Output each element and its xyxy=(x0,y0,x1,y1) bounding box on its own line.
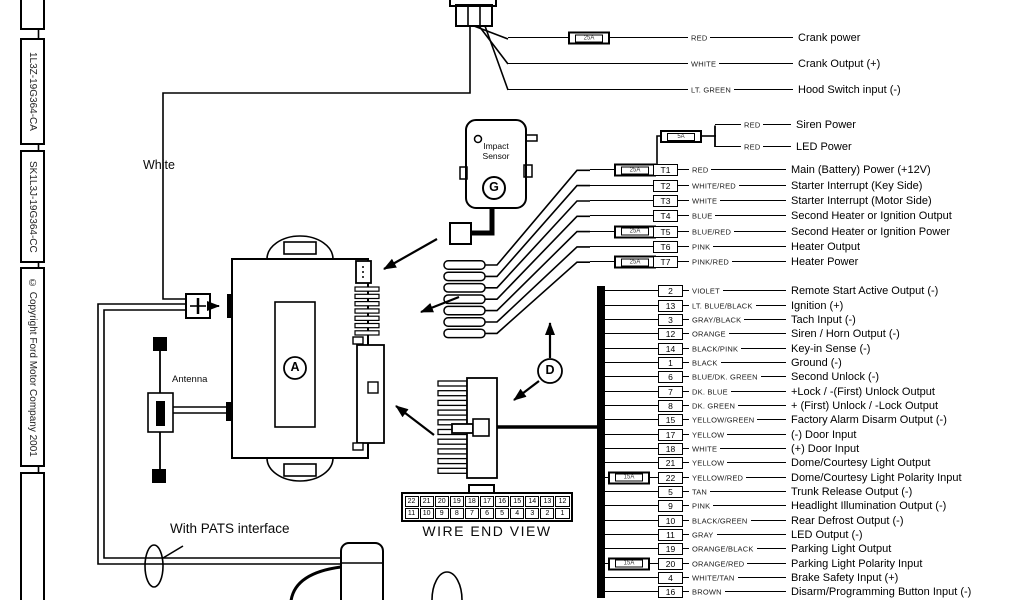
wire-color-label: WHITE xyxy=(689,196,720,205)
main-harness-row xyxy=(0,385,1024,399)
wire-color-label: GRAY xyxy=(689,530,717,539)
pin-box-T3: T3 xyxy=(653,195,678,207)
main-harness-row xyxy=(0,327,1024,341)
wev-pin-22: 22 xyxy=(405,496,419,507)
wire-line xyxy=(508,89,793,90)
pin-box-14: 14 xyxy=(658,343,683,355)
wev-pin-6: 6 xyxy=(480,508,494,519)
wev-pin-3: 3 xyxy=(525,508,539,519)
main-harness-row xyxy=(0,428,1024,442)
crank-row xyxy=(0,51,1024,77)
pin-box-3: 3 xyxy=(658,314,683,326)
wire-function-label: Second Heater or Ignition Output xyxy=(788,210,952,222)
main-harness-row xyxy=(0,356,1024,370)
pin-box-22: 22 xyxy=(658,472,683,484)
wire-function-label: Dome/Courtesy Light Output xyxy=(788,457,930,469)
wire-function-label: Second Unlock (-) xyxy=(788,371,879,383)
wire-function-label: Parking Light Polarity Input xyxy=(788,558,922,570)
wire-function-label: Heater Output xyxy=(788,241,860,253)
main-harness-row xyxy=(0,342,1024,356)
wire-function-label: (-) Door Input xyxy=(788,429,856,441)
wire-function-label: LED Power xyxy=(793,141,852,153)
wire-color-label: RED xyxy=(741,121,763,130)
pin-box-T7: T7 xyxy=(653,256,678,268)
wire-function-label: Second Heater or Ignition Power xyxy=(788,226,950,238)
pin-box-8: 8 xyxy=(658,400,683,412)
wire-color-label: WHITE/RED xyxy=(689,181,739,190)
wire-function-label: +Lock / -(First) Unlock Output xyxy=(788,386,935,398)
pin-box-12: 12 xyxy=(658,328,683,340)
pin-box-2: 2 xyxy=(658,285,683,297)
wev-pin-17: 17 xyxy=(480,496,494,507)
wev-pin-16: 16 xyxy=(495,496,509,507)
pats-interface-label: With PATS interface xyxy=(170,521,290,536)
pin-box-13: 13 xyxy=(658,300,683,312)
wev-pin-10: 10 xyxy=(420,508,434,519)
wire-line xyxy=(590,200,786,201)
wev-pin-1: 1 xyxy=(555,508,569,519)
crank-row xyxy=(0,77,1024,103)
fuse-rating: 15A xyxy=(615,560,643,568)
wire-color-label: ORANGE/RED xyxy=(689,559,747,568)
main-harness-row xyxy=(0,528,1024,542)
wire-color-label: WHITE xyxy=(688,60,719,69)
wire-line xyxy=(508,37,793,38)
wev-pin-12: 12 xyxy=(555,496,569,507)
fuse-25A xyxy=(568,32,610,45)
wire-function-label: Crank power xyxy=(795,32,860,44)
main-harness-row xyxy=(0,313,1024,327)
pin-box-4: 4 xyxy=(658,572,683,584)
main-harness-row xyxy=(0,585,1024,599)
wev-pin-2: 2 xyxy=(540,508,554,519)
fuse-rating: 5A xyxy=(667,133,695,141)
wire-color-label: RED xyxy=(741,142,763,151)
wire-color-label: LT. GREEN xyxy=(688,86,734,95)
wire-function-label: Crank Output (+) xyxy=(795,58,880,70)
fuse-rating: 25A xyxy=(621,258,649,266)
pin-box-9: 9 xyxy=(658,500,683,512)
sidebar-text: SK1L3J-19G364-CC xyxy=(27,160,38,253)
wire-color-label: ORANGE xyxy=(689,330,729,339)
t-harness-row xyxy=(0,255,1024,270)
wev-row xyxy=(404,495,570,507)
main-harness-row xyxy=(0,470,1024,484)
pin-box-7: 7 xyxy=(658,386,683,398)
wire-function-label: (+) Door Input xyxy=(788,443,859,455)
wire-line xyxy=(590,185,786,186)
wire-function-label: Starter Interrupt (Key Side) xyxy=(788,180,922,192)
wev-pin-14: 14 xyxy=(525,496,539,507)
wire-function-label: Disarm/Programming Button Input (-) xyxy=(788,586,971,598)
wire-color-label: RED xyxy=(688,34,710,43)
sidebar-text: © Copyright Ford Motor Company 2001 xyxy=(27,277,38,457)
main-harness-row xyxy=(0,456,1024,470)
fuse-25A xyxy=(614,225,656,238)
wire-color-label: PINK/RED xyxy=(689,258,732,267)
fuse-15A xyxy=(608,471,650,484)
antenna-label: Antenna xyxy=(172,374,208,385)
wev-pin-13: 13 xyxy=(540,496,554,507)
pin-box-16: 16 xyxy=(658,586,683,598)
t-harness-row xyxy=(0,209,1024,224)
pin-box-20: 20 xyxy=(658,558,683,570)
wire-function-label: LED Output (-) xyxy=(788,529,863,541)
pin-box-10: 10 xyxy=(658,515,683,527)
t-harness-row xyxy=(0,163,1024,178)
fuse-rating: 25A xyxy=(575,34,603,42)
main-harness-row xyxy=(0,442,1024,456)
fuse-rating: 25A xyxy=(621,228,649,236)
fuse-25A xyxy=(614,256,656,269)
wev-pin-8: 8 xyxy=(450,508,464,519)
wire-function-label: Remote Start Active Output (-) xyxy=(788,285,938,297)
t-harness-row xyxy=(0,224,1024,239)
main-harness-row xyxy=(0,399,1024,413)
wire-color-label: BLACK xyxy=(689,359,721,368)
pin-box-21: 21 xyxy=(658,457,683,469)
wire-function-label: Hood Switch input (-) xyxy=(795,84,901,96)
wire-function-label: Heater Power xyxy=(788,256,858,268)
wire-color-label: YELLOW/RED xyxy=(689,473,746,482)
wire-line xyxy=(590,246,786,247)
wire-color-label: BLUE xyxy=(689,212,715,221)
pin-box-11: 11 xyxy=(658,529,683,541)
wire-function-label: Headlight Illumination Output (-) xyxy=(788,500,946,512)
wire-function-label: Parking Light Output xyxy=(788,543,891,555)
wire-function-label: Siren / Horn Output (-) xyxy=(788,328,900,340)
module-a-letter: A xyxy=(290,360,300,374)
wev-pin-18: 18 xyxy=(465,496,479,507)
wire-color-label: YELLOW/GREEN xyxy=(689,416,757,425)
wev-pin-4: 4 xyxy=(510,508,524,519)
t-harness-row xyxy=(0,193,1024,208)
wev-pin-7: 7 xyxy=(465,508,479,519)
wire-function-label: Starter Interrupt (Motor Side) xyxy=(788,195,932,207)
wire-function-label: Rear Defrost Output (-) xyxy=(788,515,903,527)
pin-box-T6: T6 xyxy=(653,241,678,253)
pin-box-T1: T1 xyxy=(653,164,678,176)
fuse-rating: 15A xyxy=(615,474,643,482)
t-harness-row xyxy=(0,239,1024,254)
wire-line xyxy=(508,63,793,64)
pin-box-17: 17 xyxy=(658,429,683,441)
pin-box-T2: T2 xyxy=(653,180,678,192)
wire-function-label: Key-in Sense (-) xyxy=(788,343,870,355)
wire-function-label: Siren Power xyxy=(793,119,856,131)
wire-function-label: Ignition (+) xyxy=(788,300,843,312)
wire-color-label: RED xyxy=(689,166,711,175)
main-harness-row xyxy=(0,284,1024,298)
impact-sensor-label: Impact Sensor xyxy=(482,141,510,161)
wire-color-label: BROWN xyxy=(689,588,725,597)
wire-line xyxy=(590,215,786,216)
wire-function-label: Ground (-) xyxy=(788,357,842,369)
wire-color-label: YELLOW xyxy=(689,459,727,468)
fuse-15A xyxy=(608,557,650,570)
wire-color-label: ORANGE/BLACK xyxy=(689,545,757,554)
pin-box-18: 18 xyxy=(658,443,683,455)
main-harness-row xyxy=(0,413,1024,427)
wev-pin-5: 5 xyxy=(495,508,509,519)
sidebar-text: 1L3Z-19G364-CA xyxy=(27,52,38,131)
pin-box-19: 19 xyxy=(658,543,683,555)
wire-color-label: BLACK/PINK xyxy=(689,344,741,353)
wire-function-label: Brake Safety Input (+) xyxy=(788,572,898,584)
pin-box-T5: T5 xyxy=(653,226,678,238)
wev-pin-20: 20 xyxy=(435,496,449,507)
wire-function-label: Factory Alarm Disarm Output (-) xyxy=(788,414,947,426)
main-harness-row xyxy=(0,556,1024,570)
wire-end-view-label: WIRE END VIEW xyxy=(422,523,552,539)
t-harness-row xyxy=(0,178,1024,193)
wire-color-label: DK. BLUE xyxy=(689,387,731,396)
wev-pin-15: 15 xyxy=(510,496,524,507)
wire-color-label: LT. BLUE/BLACK xyxy=(689,301,756,310)
wev-pin-11: 11 xyxy=(405,508,419,519)
pin-box-1: 1 xyxy=(658,357,683,369)
wire-function-label: Trunk Release Output (-) xyxy=(788,486,912,498)
fuse-25A xyxy=(614,164,656,177)
wire-function-label: Main (Battery) Power (+12V) xyxy=(788,164,931,176)
connector-d-letter: D xyxy=(545,363,555,377)
sensor-g-letter: G xyxy=(489,180,499,194)
main-harness-row xyxy=(0,571,1024,585)
accessory-row xyxy=(0,136,1024,158)
wev-pin-21: 21 xyxy=(420,496,434,507)
accessory-row xyxy=(0,115,1024,137)
wire-function-label: Tach Input (-) xyxy=(788,314,856,326)
pin-box-5: 5 xyxy=(658,486,683,498)
wev-pin-19: 19 xyxy=(450,496,464,507)
wire-color-label: WHITE/TAN xyxy=(689,573,738,582)
wire-color-label: VIOLET xyxy=(689,287,723,296)
pin-box-15: 15 xyxy=(658,414,683,426)
pin-box-T4: T4 xyxy=(653,210,678,222)
wire-function-label: Dome/Courtesy Light Polarity Input xyxy=(788,472,962,484)
fuse-rating: 25A xyxy=(621,166,649,174)
pin-box-6: 6 xyxy=(658,371,683,383)
wire-color-label: YELLOW xyxy=(689,430,727,439)
wire-color-label: GRAY/BLACK xyxy=(689,316,744,325)
main-harness-row xyxy=(0,299,1024,313)
wire-function-label: + (First) Unlock / -Lock Output xyxy=(788,400,938,412)
wev-pin-9: 9 xyxy=(435,508,449,519)
wire-color-label: PINK xyxy=(689,242,713,251)
white-wire-label: White xyxy=(143,158,175,172)
crank-row xyxy=(0,25,1024,51)
main-harness-row xyxy=(0,370,1024,384)
wire-color-label: BLUE/RED xyxy=(689,227,734,236)
wire-color-label: DK. GREEN xyxy=(689,402,738,411)
wev-connector xyxy=(401,492,573,522)
wire-color-label: WHITE xyxy=(689,444,720,453)
wire-color-label: BLUE/DK. GREEN xyxy=(689,373,761,382)
wire-color-label: TAN xyxy=(689,487,710,496)
wire-color-label: PINK xyxy=(689,502,713,511)
wire-color-label: BLACK/GREEN xyxy=(689,516,751,525)
main-harness-row xyxy=(0,542,1024,556)
wev-row xyxy=(404,507,570,519)
